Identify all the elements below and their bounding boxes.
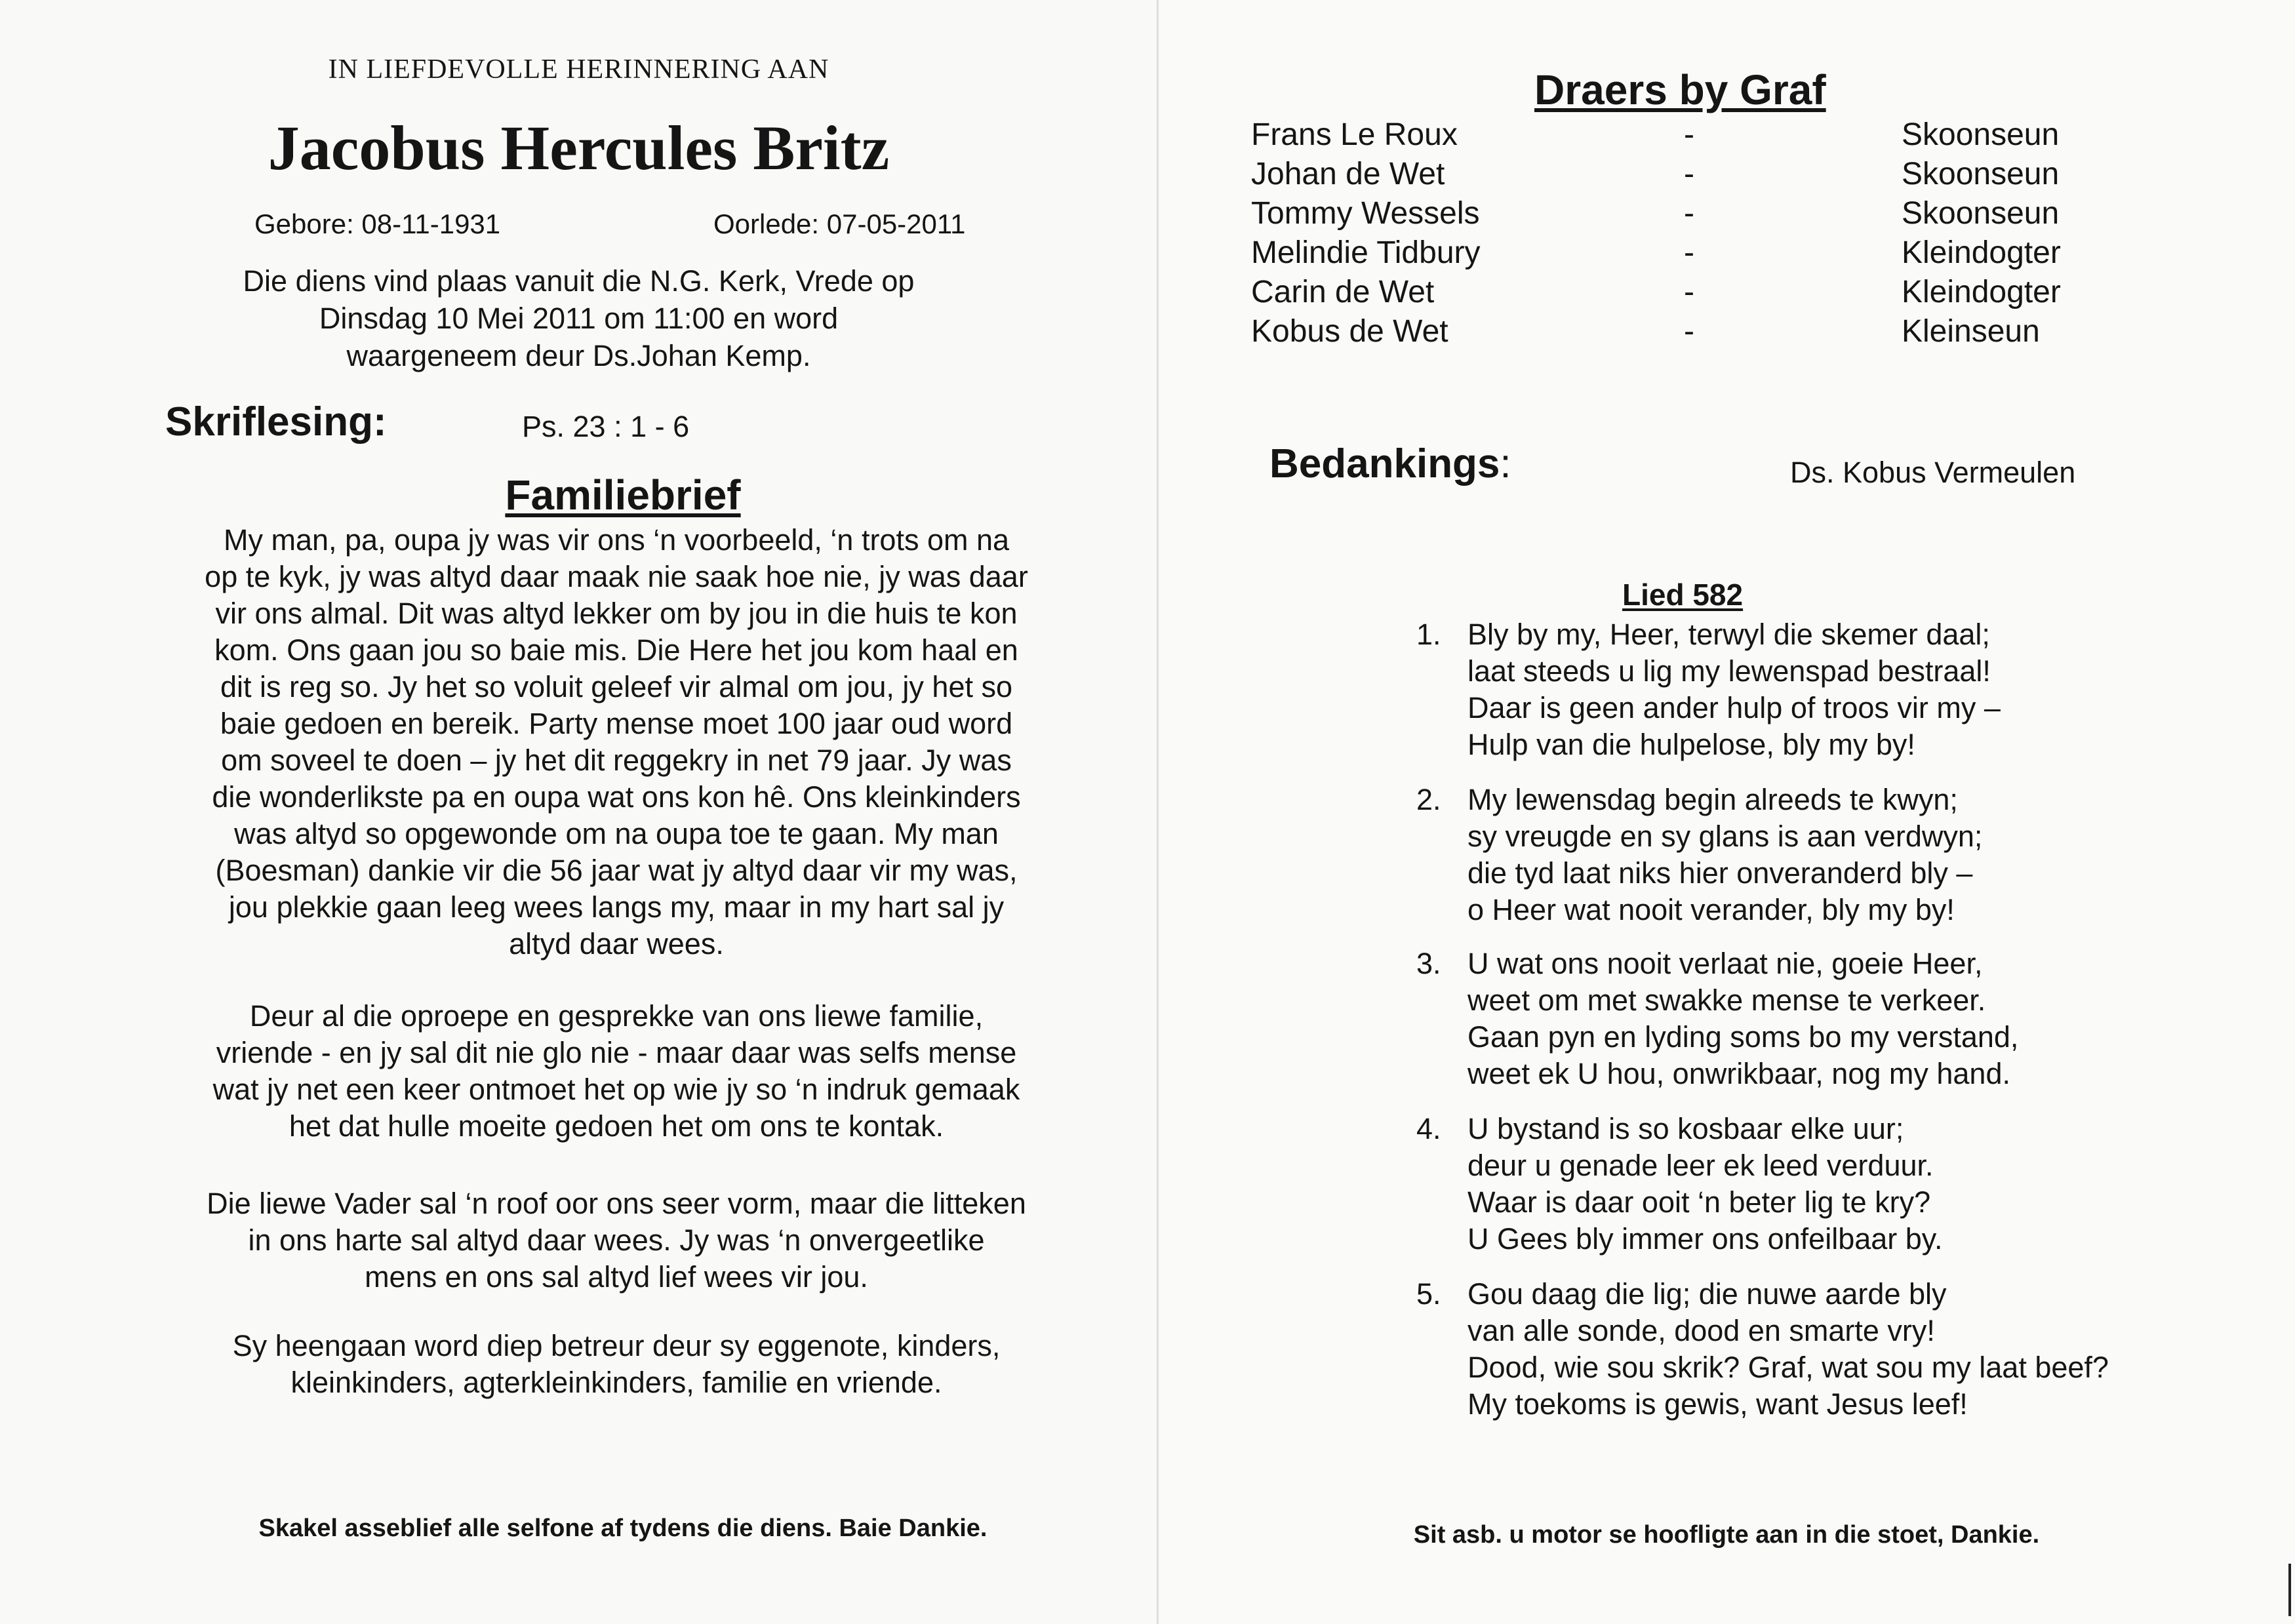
- bearer-relation: Kleinseun: [1902, 314, 2040, 349]
- text-line: Die liewe Vader sal ‘n roof oor ons seer vorm, maar die litteken: [207, 1187, 1026, 1220]
- bearer-name: Kobus de Wet: [1251, 314, 1448, 349]
- verse-line: die tyd laat niks hier onveranderd bly –: [1467, 856, 1973, 890]
- text-line: dit is reg so. Jy het so voluit geleef vir almal om jou, jy het so: [220, 670, 1013, 703]
- bearers-list: [1251, 117, 2104, 353]
- bearer-relation: Skoonseun: [1902, 117, 2060, 152]
- bearer-dash: -: [1684, 235, 1694, 270]
- bearer-name: Tommy Wessels: [1251, 196, 1480, 231]
- bearer-row: [1251, 313, 2104, 353]
- bearers-title: Draers by Graf: [1534, 66, 1826, 113]
- bearer-name: Johan de Wet: [1251, 157, 1445, 191]
- thanks-colon: :: [1500, 441, 1511, 486]
- phone-notice: Skakel asseblief alle selfone af tydens die diens. Baie Dankie.: [258, 1515, 988, 1542]
- text-line: kleinkinders, agterkleinkinders, familie en vriende.: [290, 1366, 942, 1399]
- text-line: wat jy net een keer ontmoet het op wie jy so ‘n indruk gemaak: [212, 1073, 1020, 1106]
- thanks-label: [1269, 441, 1511, 487]
- text-line: kom. Ons gaan jou so baie mis. Die Here het jou kom haal en: [214, 633, 1018, 667]
- letter-paragraph: [157, 522, 1075, 962]
- text-line: die wonderlikste pa en oupa wat ons kon hê. Ons kleinkinders: [212, 780, 1021, 814]
- service-line: Die diens vind plaas vanuit die N.G. Kerk, Vrede op: [243, 264, 915, 298]
- bearer-name: Melindie Tidbury: [1251, 235, 1481, 270]
- verse-line: deur u genade leer ek leed verduur.: [1467, 1149, 1934, 1182]
- letter-paragraph: [157, 998, 1075, 1145]
- text-line: baie gedoen en bereik. Party mense moet 100 jaar oud word: [220, 707, 1013, 740]
- verse-number: 1.: [1416, 618, 1441, 651]
- bearer-row: [1251, 195, 2104, 235]
- verse-line: U bystand is so kosbaar elke uur;: [1467, 1112, 1904, 1145]
- reading-reference: Ps. 23 : 1 - 6: [522, 410, 690, 443]
- bearer-relation: Kleindogter: [1902, 235, 2061, 270]
- service-line: Dinsdag 10 Mei 2011 om 11:00 en word: [319, 302, 839, 335]
- bearer-row: [1251, 274, 2104, 313]
- bearer-row: [1251, 235, 2104, 274]
- verse-line: My lewensdag begin alreeds te kwyn;: [1467, 783, 1958, 816]
- text-line: jou plekkie gaan leeg wees langs my, maar in my hart sal jy: [228, 890, 1005, 924]
- bearer-relation: Skoonseun: [1902, 157, 2060, 191]
- reading-label: Skriflesing:: [165, 399, 387, 445]
- hymn-title: Lied 582: [1622, 578, 1744, 612]
- text-line: op te kyk, jy was altyd daar maak nie saak hoe nie, jy was daar: [205, 560, 1028, 593]
- text-line: My man, pa, oupa jy was vir ons ‘n voorbeeld, ‘n trots om na: [223, 523, 1010, 557]
- verse-line: Bly by my, Heer, terwyl die skemer daal;: [1467, 618, 1990, 651]
- scan-edge-mark: [2288, 1564, 2291, 1616]
- verse-line: sy vreugde en sy glans is aan verdwyn;: [1467, 820, 1983, 853]
- death-date: Oorlede: 07-05-2011: [713, 208, 966, 239]
- verse-line: van alle sonde, dood en smarte vry!: [1467, 1314, 1935, 1347]
- letter-title: Familiebrief: [505, 471, 741, 519]
- bearer-name: Frans Le Roux: [1251, 117, 1458, 152]
- verse-number: 3.: [1416, 947, 1441, 980]
- headlights-notice: Sit asb. u motor se hoofligte aan in die stoet, Dankie.: [1413, 1521, 2040, 1549]
- text-line: Deur al die oproepe en gesprekke van ons liewe familie,: [249, 999, 984, 1033]
- text-line: was altyd so opgewonde om na oupa toe te gaan. My man: [234, 817, 999, 850]
- verse-line: Dood, wie sou skrik? Graf, wat sou my laat beef?: [1467, 1351, 2109, 1384]
- birth-date: Gebore: 08-11-1931: [254, 208, 501, 239]
- service-details: [0, 262, 1157, 374]
- verse-line: Waar is daar ooit ‘n beter lig te kry?: [1467, 1185, 1931, 1219]
- verse-line: Hulp van die hulpelose, bly my by!: [1467, 728, 1915, 761]
- service-line: waargeneem deur Ds.Johan Kemp.: [346, 339, 811, 372]
- text-line: altyd daar wees.: [509, 927, 724, 961]
- bearer-row: [1251, 117, 2104, 156]
- verse-number: 5.: [1416, 1277, 1441, 1311]
- verse-line: weet ek U hou, onwrikbaar, nog my hand.: [1467, 1057, 2010, 1090]
- bearer-relation: Kleindogter: [1902, 275, 2061, 309]
- text-line: mens en ons sal altyd lief wees vir jou.: [365, 1260, 868, 1294]
- verse-line: Gou daag die lig; die nuwe aarde bly: [1467, 1277, 1947, 1311]
- verse-line: U wat ons nooit verlaat nie, goeie Heer,: [1467, 947, 1983, 980]
- text-line: in ons harte sal altyd daar wees. Jy was ‘n onvergeetlike: [248, 1223, 985, 1257]
- deceased-name: Jacobus Hercules Britz: [268, 113, 890, 183]
- memorial-header: IN LIEFDEVOLLE HERINNERING AAN: [328, 54, 829, 85]
- bearer-dash: -: [1684, 196, 1694, 231]
- text-line: (Boesman) dankie vir die 56 jaar wat jy altyd daar vir my was,: [215, 854, 1018, 887]
- bearer-dash: -: [1684, 157, 1694, 191]
- verse-line: U Gees bly immer ons onfeilbaar by.: [1467, 1222, 1943, 1256]
- verse-line: Daar is geen ander hulp of troos vir my –: [1467, 691, 2001, 724]
- verse-number: 2.: [1416, 783, 1441, 816]
- letter-paragraph: [157, 1185, 1075, 1296]
- verse-line: weet om met swakke mense te verkeer.: [1467, 983, 1986, 1017]
- bearer-dash: -: [1684, 314, 1694, 349]
- text-line: vriende - en jy sal dit nie glo nie - maar daar was selfs mense: [216, 1036, 1017, 1069]
- thanks-name: Ds. Kobus Vermeulen: [1790, 456, 2076, 489]
- bearer-name: Carin de Wet: [1251, 275, 1435, 309]
- verse-number: 4.: [1416, 1112, 1441, 1145]
- bearer-relation: Skoonseun: [1902, 196, 2060, 231]
- letter-paragraph: [157, 1328, 1075, 1401]
- bearer-dash: -: [1684, 117, 1694, 152]
- bearer-dash: -: [1684, 275, 1694, 309]
- verse-line: laat steeds u lig my lewenspad bestraal!: [1467, 654, 1991, 688]
- verse-line: o Heer wat nooit verander, bly my by!: [1467, 893, 1955, 926]
- text-line: Sy heengaan word diep betreur deur sy eggenote, kinders,: [232, 1329, 1001, 1362]
- text-line: vir ons almal. Dit was altyd lekker om by jou in die huis te kon: [215, 597, 1018, 630]
- text-line: het dat hulle moeite gedoen het om ons te kontak.: [289, 1109, 944, 1143]
- verse-line: My toekoms is gewis, want Jesus leef!: [1467, 1387, 1968, 1421]
- thanks-label-text: Bedankings: [1269, 441, 1500, 486]
- page-fold: [1157, 0, 1159, 1624]
- verse-line: Gaan pyn en lyding soms bo my verstand,: [1467, 1020, 2019, 1054]
- text-line: om soveel te doen – jy het dit reggekry in net 79 jaar. Jy was: [221, 743, 1012, 777]
- bearer-row: [1251, 156, 2104, 195]
